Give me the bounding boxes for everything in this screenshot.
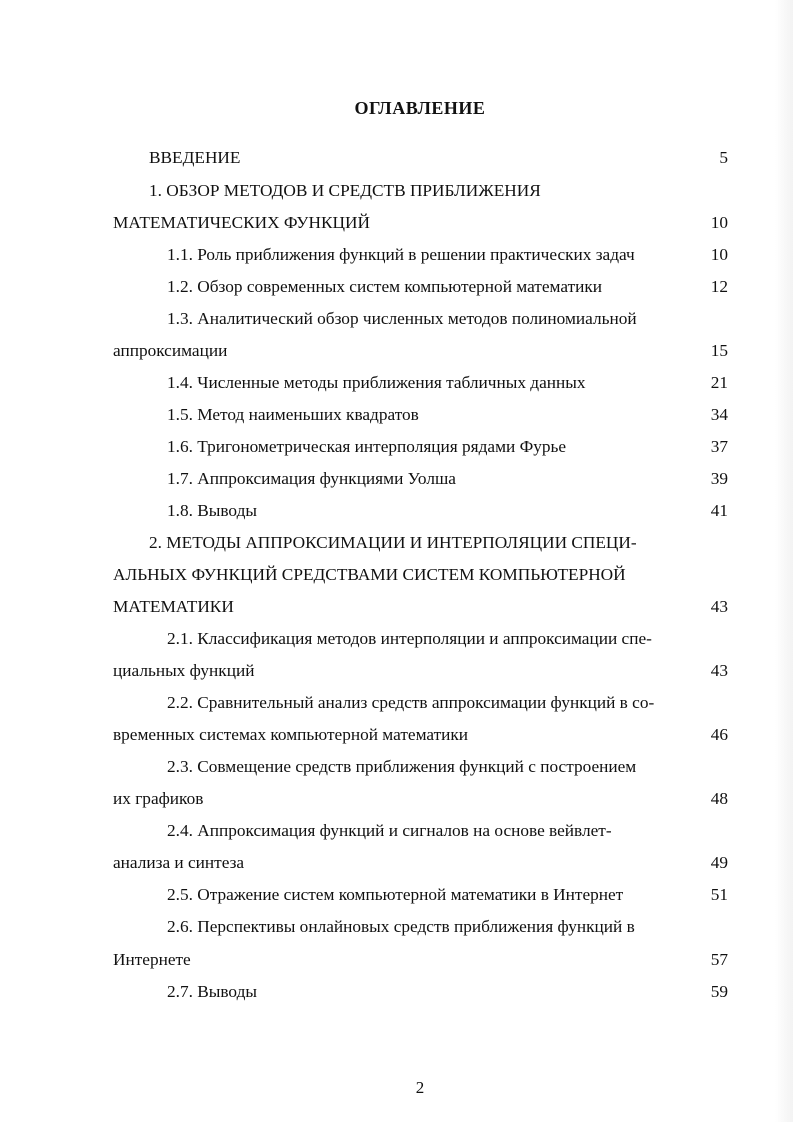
toc-entry-page: 34 [710, 405, 728, 424]
toc-entry-page: 12 [710, 277, 728, 296]
toc-entry-line: 2.2. Сравнительный анализ средств аппроксимации функций в со- [167, 693, 655, 712]
toc-entry-page: 10 [710, 213, 728, 232]
toc-entry-line: 2.4. Аппроксимация функций и сигналов на основе вейвлет- [167, 821, 612, 840]
toc-entry-page: 10 [710, 245, 728, 264]
toc-entry-line: Интернете [113, 950, 191, 969]
page-number: 2 [415, 1078, 425, 1097]
toc-entry-line: 1.1. Роль приближения функций в решении практических задач [167, 245, 635, 264]
scan-shadow [775, 0, 793, 1122]
toc-entry-line: 1.6. Тригонометрическая интерполяция рядами Фурье [167, 437, 567, 456]
toc-entry-line: 1.3. Аналитический обзор численных методов полиномиальной [167, 309, 637, 328]
toc-entry-line: 1.8. Выводы [167, 501, 257, 520]
toc-entry-line: АЛЬНЫХ ФУНКЦИЙ СРЕДСТВАМИ СИСТЕМ КОМПЬЮТЕРНОЙ [113, 565, 626, 584]
toc-entry-page: 59 [710, 982, 728, 1001]
toc-entry-page: 48 [710, 789, 728, 808]
toc-entry-page: 57 [710, 950, 728, 969]
toc-entry-page: 15 [710, 341, 728, 360]
toc-entry-page: 41 [710, 501, 728, 520]
toc-entry-page: 43 [710, 661, 728, 680]
toc-entry-page: 49 [710, 853, 728, 872]
toc-entry-line: анализа и синтеза [113, 853, 245, 872]
toc-entry-page: 39 [710, 469, 728, 488]
toc-entry-line: 2.7. Выводы [167, 982, 257, 1001]
toc-entry-line: циальных функций [113, 661, 255, 680]
toc-entry-line: временных системах компьютерной математики [113, 725, 469, 744]
toc-entry-line: 1.2. Обзор современных систем компьютерной математики [167, 277, 603, 296]
toc-title: ОГЛАВЛЕНИЕ [354, 98, 486, 118]
toc-entry-line: МАТЕМАТИКИ [113, 597, 234, 616]
toc-entry-line: 1.5. Метод наименьших квадратов [167, 405, 419, 424]
toc-entry-line: 2. МЕТОДЫ АППРОКСИМАЦИИ И ИНТЕРПОЛЯЦИИ СПЕЦИ- [149, 533, 637, 552]
toc-entry-page: 43 [710, 597, 728, 616]
toc-entry-line: аппроксимации [113, 341, 228, 360]
toc-entry-line: 2.6. Перспективы онлайновых средств приближения функций в [167, 917, 635, 936]
toc-entry-line: 2.3. Совмещение средств приближения функций с построением [167, 757, 637, 776]
toc-entry-page: 5 [719, 148, 728, 167]
toc-entry-line: ВВЕДЕНИЕ [149, 148, 241, 167]
toc-entry-page: 21 [710, 373, 728, 392]
toc-entry-line: 2.5. Отражение систем компьютерной математики в Интернет [167, 885, 624, 904]
toc-entry-line: 1.4. Численные методы приближения табличных данных [167, 373, 586, 392]
toc-entry-line: 2.1. Классификация методов интерполяции и аппроксимации спе- [167, 629, 652, 648]
toc-entry-page: 51 [710, 885, 728, 904]
toc-entry-line: 1.7. Аппроксимация функциями Уолша [167, 469, 456, 488]
toc-entry-line: их графиков [113, 789, 204, 808]
toc-entry-page: 37 [710, 437, 728, 456]
toc-entry-line: 1. ОБЗОР МЕТОДОВ И СРЕДСТВ ПРИБЛИЖЕНИЯ [149, 181, 541, 200]
toc-entry-line: МАТЕМАТИЧЕСКИХ ФУНКЦИЙ [113, 213, 370, 232]
toc-entry-page: 46 [710, 725, 728, 744]
